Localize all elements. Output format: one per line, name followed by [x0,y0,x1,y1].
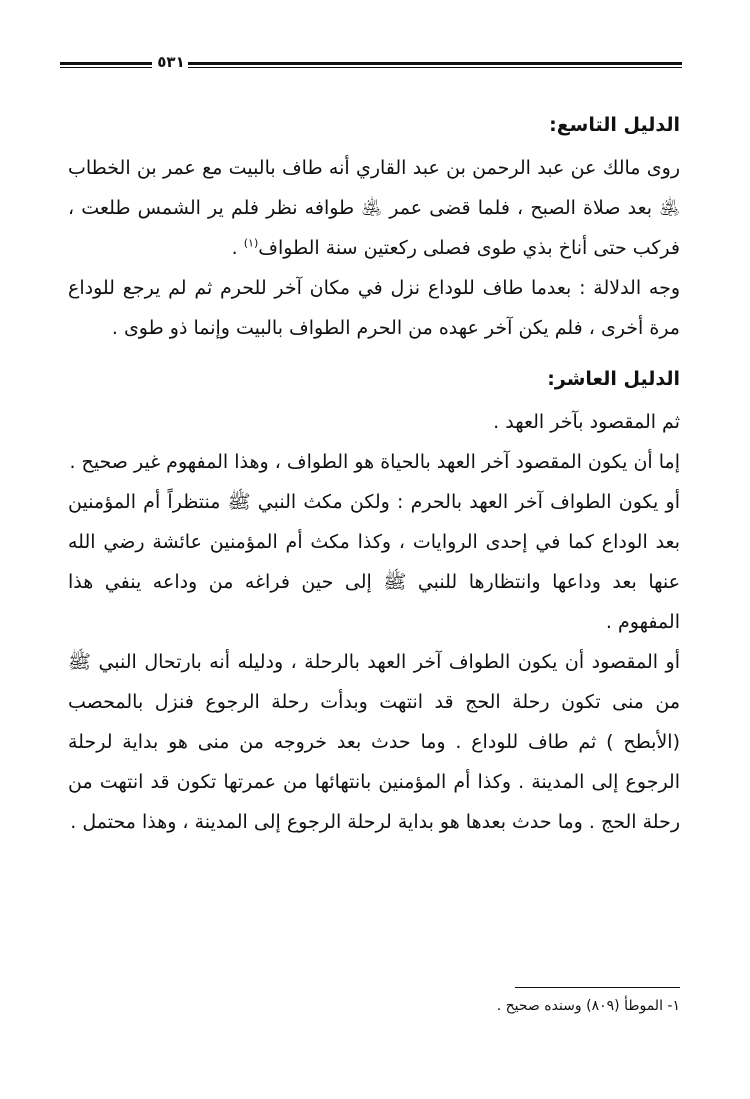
header-rule-left [60,62,152,68]
footnote: ١- الموطأ (٨٠٩) وسنده صحيح . [496,998,680,1014]
page-number: ٥٣١ [157,53,185,71]
header-rule-right [188,62,682,68]
footnote-divider [515,987,680,988]
paragraph-narration-end: . [231,237,244,259]
paragraph-evidence: وجه الدلالة : بعدما طاف للوداع نزل في مكان آخر للحرم ثم لم يرجع للوداع مرة أخرى ، فلم يكن آخر عهده من الحرم الطواف بالبيت وإنما ذو طوى . [68,277,680,339]
paragraph-4: أو المقصود أن يكون الطواف آخر العهد بالرحلة ، ودليله أنه بارتحال النبي ﷺ من منى تكون رحلة الحج قد انتهت وبدأت رحلة الرجوع فنزل بالمحصب (الأبطح ) ثم طاف للوداع . وما حدث بعد خروجه من منى هو بداية لرحلة الرجوع إلى المدينة . وكذا أم المؤمنين بانتهائها من عمرتها تكون قد انتهت من رحلة الحج . وما حدث بعدها هو بداية لرحلة الرجوع إلى المدينة ، وهذا محتمل . [68,651,680,833]
section-heading-tenth: الدليل العاشر: [547,368,680,390]
footnote-marker[interactable]: (١) [243,236,259,250]
paragraph-1: ثم المقصود بآخر العهد . [493,411,680,433]
paragraph-narration [68,148,680,268]
paragraph-2: إما أن يكون المقصود آخر العهد بالحياة هو الطواف ، وهذا المفهوم غير صحيح . [69,451,680,473]
section-heading-ninth: الدليل التاسع: [549,114,680,136]
page-header [60,54,682,74]
paragraph-3: أو يكون الطواف آخر العهد بالحرم : ولكن مكث النبي ﷺ منتظراً أم المؤمنين بعد الوداع كما في إحدى الروايات ، وكذا مكث أم المؤمنين عائشة رضي الله عنها بعد وداعها وانتظارها للنبي ﷺ إلى حين فراغه من وداعه ينفي هذا المفهوم . [68,491,680,633]
page-body [68,108,680,842]
paragraph-narration-text: روى مالك عن عبد الرحمن بن عبد القاري أنه طاف بالبيت مع عمر بن الخطاب ﵁ بعد صلاة الصبح ، فلما قضى عمر ﵁ طوافه نظر فلم ير الشمس طلعت ، فركب حتى أناخ بذي طوى فصلى ركعتين سنة الطواف [68,157,680,259]
